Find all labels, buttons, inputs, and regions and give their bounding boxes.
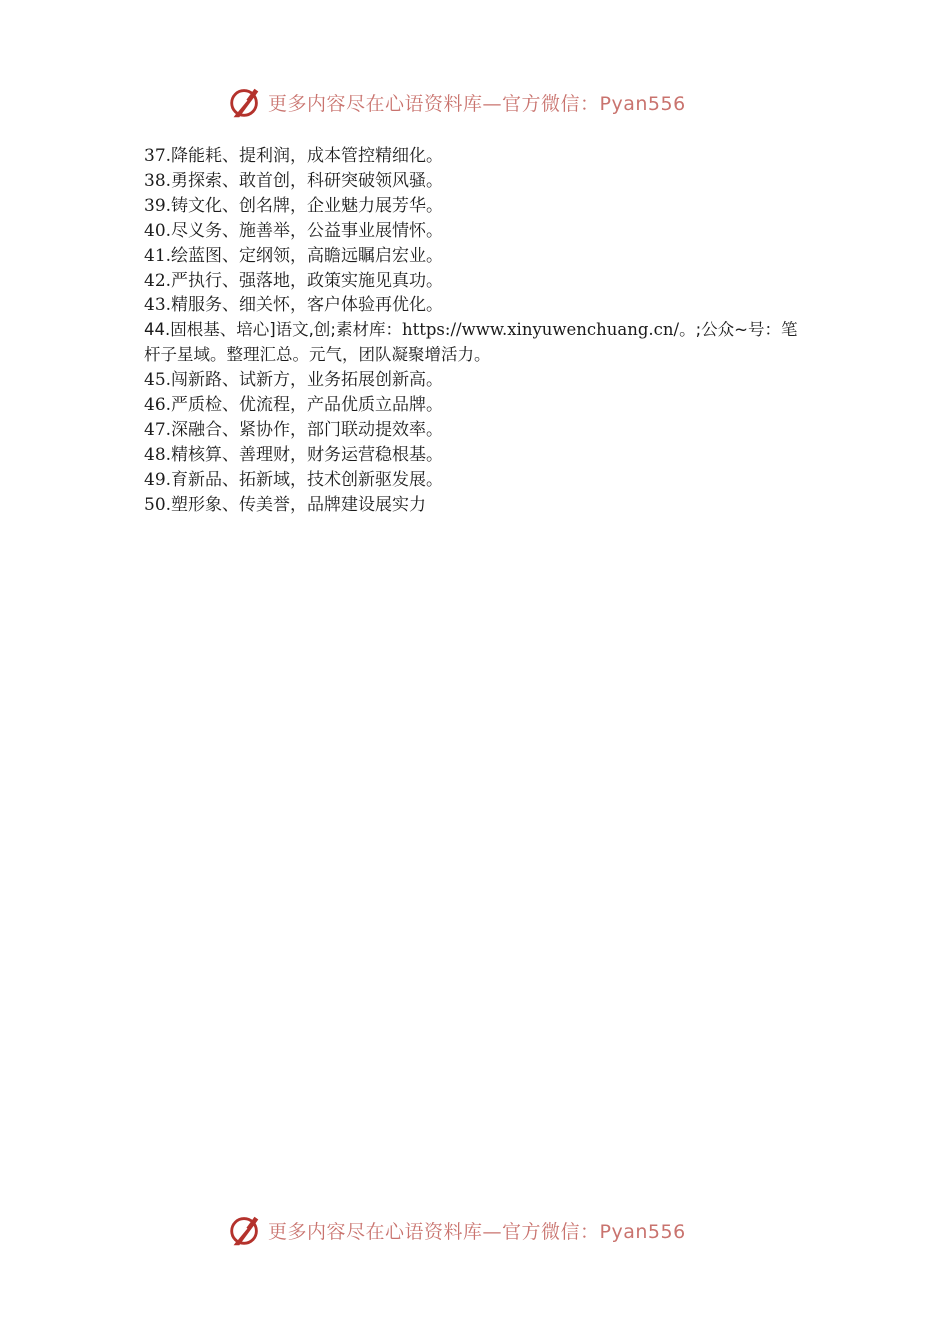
list-item: 37.降能耗、提利润，成本管控精细化。 xyxy=(144,146,444,166)
wechat-id: Pyan556 xyxy=(599,92,686,115)
list-item: 48.精核算、善理财，财务运营稳根基。 xyxy=(144,444,444,465)
list-item: 45.闯新路、试新方，业务拓展创新高。 xyxy=(144,370,444,391)
slogan-text: 更多内容尽在心语资料库—官方微信： xyxy=(268,1220,600,1243)
list-item: 46.严质检、优流程，产品优质立品牌。 xyxy=(144,395,444,416)
footer-banner xyxy=(226,1210,686,1250)
list-item: 38.勇探索、敢首创，科研突破领风骚。 xyxy=(144,170,444,191)
document-body xyxy=(144,144,824,518)
list-item-44 xyxy=(144,318,824,343)
header-banner xyxy=(226,82,686,122)
list-item: 41.绘蓝图、定纲领，高瞻远瞩启宏业。 xyxy=(144,245,444,266)
line44-part2: 。;公众~号：笔 xyxy=(679,320,798,340)
list-item: 42.严执行、强落地，政策实施见真功。 xyxy=(144,270,444,291)
list-item-44-cont: 杆子星域。整理汇总。元气，团队凝聚增活力。 xyxy=(144,345,491,365)
banner-slogan xyxy=(268,1217,686,1244)
list-item: 50.塑形象、传美誉，品牌建设展实力 xyxy=(144,494,427,515)
list-item: 47.深融合、紧协作，部门联动提效率。 xyxy=(144,419,444,440)
line44-part1: 44.固根基、培心]语文,创;素材库： xyxy=(144,320,402,340)
source-url: https://www.xinyuwenchuang.cn/ xyxy=(401,320,680,340)
list-item: 49.育新品、拓新域，技术创新驱发展。 xyxy=(144,469,444,490)
slogan-text: 更多内容尽在心语资料库—官方微信： xyxy=(268,92,600,115)
list-item: 43.精服务、细关怀，客户体验再优化。 xyxy=(144,295,444,316)
wechat-id: Pyan556 xyxy=(599,1220,686,1243)
list-item: 40.尽义务、施善举，公益事业展情怀。 xyxy=(144,220,444,241)
banner-slogan xyxy=(268,89,686,116)
quill-pen-logo-icon xyxy=(226,1211,264,1249)
list-item: 39.铸文化、创名牌，企业魅力展芳华。 xyxy=(144,195,444,216)
quill-pen-logo-icon xyxy=(226,83,264,121)
